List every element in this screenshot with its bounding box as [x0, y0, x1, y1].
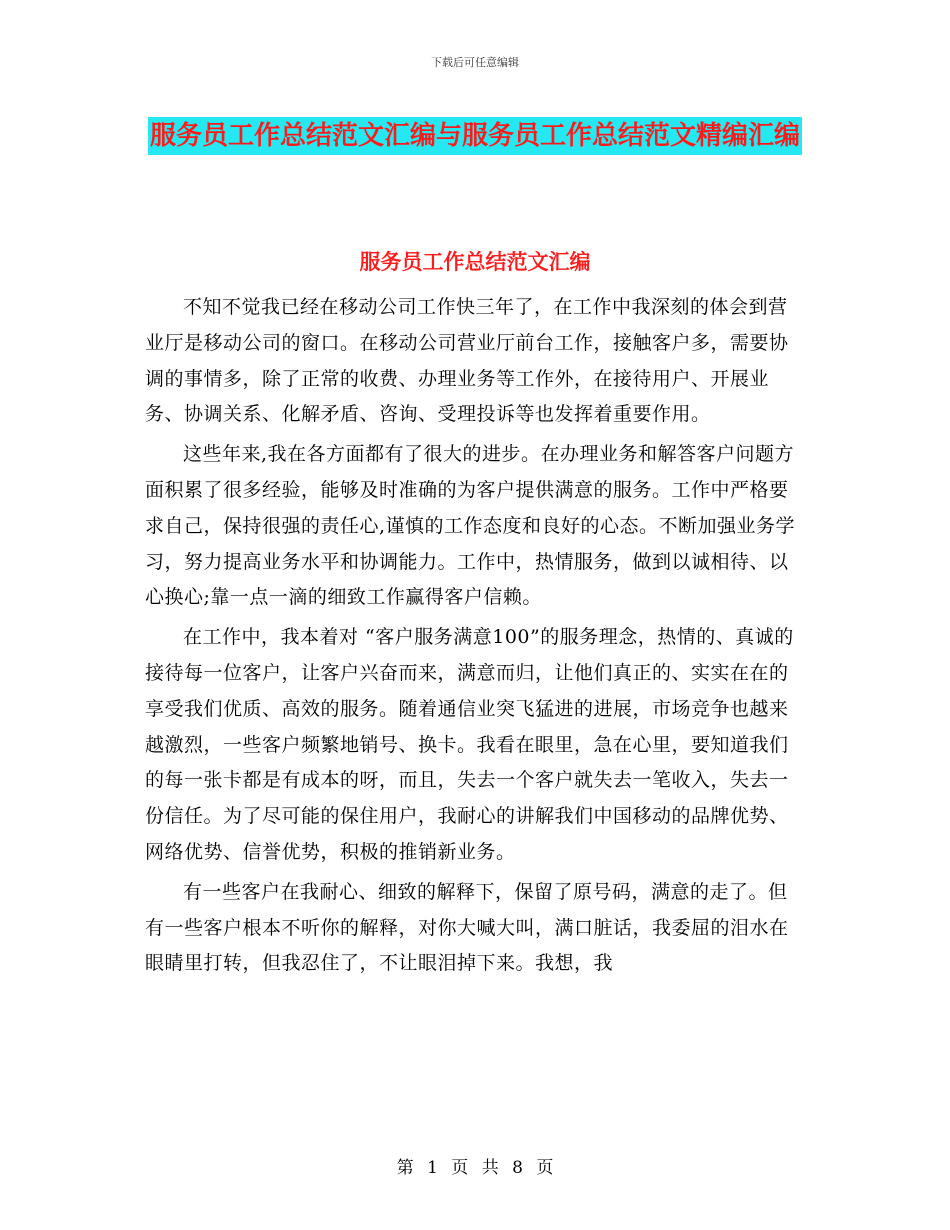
paragraph: 不知不觉我已经在移动公司工作快三年了，在工作中我深刻的体会到营业厅是移动公司的窗口。在移动公司营业厅前台工作，接触客户多，需要协调的事情多，除了正常的收费、办理业务等工作外，在接待用户、开展业务、协调关系、化解矛盾、咨询、受理投诉等也发挥着重要作用。 — [145, 296, 789, 426]
document-body — [145, 290, 805, 986]
paragraph: 这些年来,我在各方面都有了很大的进步。在办理业务和解答客户问题方面积累了很多经验，能够及时准确的为客户提供满意的服务。工作中严格要求自己，保持很强的责任心,谨慎的工作态度和良好的心态。不断加强业务学习，努力提高业务水平和协调能力。工作中，热情服务，做到以诚相待、以心换心;靠一点一滴的细致工作赢得客户信赖。 — [145, 443, 796, 609]
paragraph: 有一些客户在我耐心、细致的解释下，保留了原号码，满意的走了。但有一些客户根本不听你的解释，对你大喊大叫，满口脏话，我委屈的泪水在眼睛里打转，但我忍住了，不让眼泪掉下来。我想，我 — [145, 880, 789, 975]
document-title — [130, 110, 820, 162]
paragraph: 在工作中，我本着对 “客户服务满意100”的服务理念，热情的、真诚的接待每一位客户，让客户兴奋而来，满意而归，让他们真正的、实实在在的享受我们优质、高效的服务。随着通信业突飞猛进的进展，市场竞争也越来越激烈，一些客户频繁地销号、换卡。我看在眼里，急在心里，要知道我们的每一张卡都是有成本的呀，而且，失去一个客户就失去一笔收入，失去一份信任。为了尽可能的保住用户，我耐心的讲解我们中国移动的品牌优势、网络优势、信誉优势，积极的推销新业务。 — [145, 626, 794, 863]
page-number-footer: 第 1 页 共 8 页 — [396, 1158, 554, 1178]
section-title: 服务员工作总结范文汇编 — [359, 250, 591, 274]
page-header-note: 下载后可任意编辑 — [431, 56, 519, 69]
document-title-text: 服务员工作总结范文汇编与服务员工作总结范文精编汇编 — [148, 117, 802, 155]
